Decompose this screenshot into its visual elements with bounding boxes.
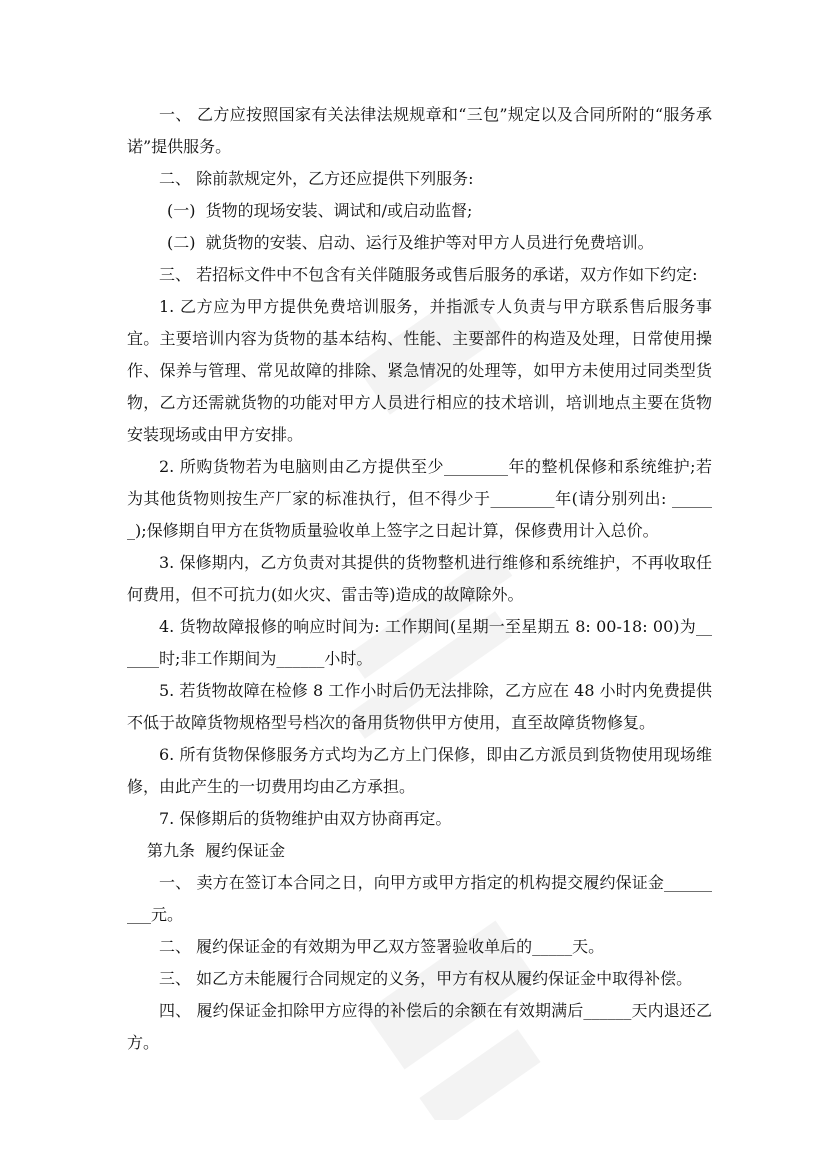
paragraph-item-1: 1. 乙方应为甲方提供免费培训服务，并指派专人负责与甲方联系售后服务事宜。主要培训内容为货物的基本结构、性能、主要部件的构造及处理，日常使用操作、保养与管理、常见故障的排除、紧急情况的处理等，如甲方未使用过同类型货物，乙方还需就货物的功能对甲方人员进行相应的技术培训，培训地点主要在货物安装现场或由甲方安排。: [127, 297, 712, 444]
paragraph-deposit-2: 二、 履约保证金的有效期为甲乙双方签署验收单后的_____天。: [159, 937, 605, 956]
paragraph-deposit-3: 三、 如乙方未能履行合同规定的义务，甲方有权从履约保证金中取得补偿。: [159, 969, 693, 988]
paragraph-item-5: 5. 若货物故障在检修 8 工作小时后仍无法排除，乙方应在 48 小时内免费提供不低于故障货物规格型号档次的备用货物供甲方使用，直至故障货物修复。: [127, 681, 712, 732]
paragraph-item-2: 2. 所购货物若为电脑则由乙方提供至少________年的整机保修和系统维护;若为其他货物则按生产厂家的标准执行，但不得少于________年(请分别列出: ______);保修期自甲方在货物质量验收单上签字之日起计算，保修费用计入总价。: [127, 457, 712, 540]
paragraph-item-4: 4. 货物故障报修的响应时间为: 工作期间(星期一至星期五 8: 00-18: 00)为______时;非工作期间为______小时。: [127, 617, 712, 668]
paragraph-item-6: 6. 所有货物保修服务方式均为乙方上门保修，即由乙方派员到货物使用现场维修，由此产生的一切费用均由乙方承担。: [127, 745, 712, 796]
paragraph-item-3: 3. 保修期内，乙方负责对其提供的货物整机进行维修和系统维护，不再收取任何费用，但不可抗力(如火灾、雷击等)造成的故障除外。: [127, 553, 712, 604]
paragraph-item-7: 7. 保修期后的货物维护由双方协商再定。: [159, 809, 452, 828]
paragraph-subitem-1: (一) 货物的现场安装、调试和/或启动监督;: [167, 201, 473, 220]
paragraph-subitem-2: (二) 就货物的安装、启动、运行及维护等对甲方人员进行免费培训。: [167, 233, 654, 252]
paragraph-service-3: 三、 若招标文件中不包含有关伴随服务或售后服务的承诺，双方作如下约定:: [159, 265, 698, 284]
paragraph-service-1: 一、 乙方应按照国家有关法律法规规章和“三包”规定以及合同所附的“服务承诺”提供服务。: [127, 105, 712, 156]
paragraph-deposit-1: 一、 卖方在签订本合同之日，向甲方或甲方指定的机构提交履约保证金_________元。: [127, 873, 712, 924]
document-body: [127, 99, 712, 1059]
paragraph-service-2: 二、 除前款规定外，乙方还应提供下列服务:: [159, 169, 474, 188]
article-heading: 第九条 履约保证金: [147, 841, 286, 860]
paragraph-deposit-4: 四、 履约保证金扣除甲方应得的补偿后的余额在有效期满后______天内退还乙方。: [127, 1001, 712, 1052]
